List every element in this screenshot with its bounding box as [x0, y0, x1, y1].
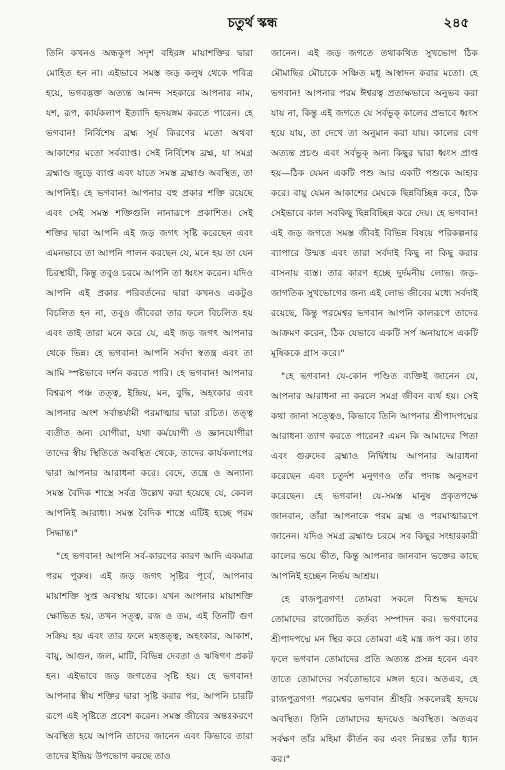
paragraph: তিনি কখনও অন্ধকূপ সদৃশ বহিরঙ্গ মায়াশক্তির দ্বারা মোহিত হন না। এইভাবে সমস্ত জড় কলুষ থেকে পবিত্র হয়ে, ভগবদ্ভক্ত অত্যন্ত আনন্দ সহকারে আপনার নাম, যশ, রূপ, কার্যকলাপ ইত্যাদি হৃদয়ঙ্গম করতে পারেন। হে ভগবান! নির্বিশেষ ব্রহ্ম সূর্য কিরণের মতো অথবা আকাশের মতো সর্বব্যাপ্ত। সেই নির্বিশেষ ব্রহ্ম, যা সমগ্র ব্রহ্মাণ্ড জুড়ে ব্যাপ্ত এবং যাতে সমস্ত ব্রহ্মাণ্ড অবস্থিত, তা আপনিই। হে ভগবান! আপনার বহু প্রকার শক্তি রয়েছে এবং সেই সমস্ত শক্তিগুলি নানারূপে প্রকাশিত। সেই শক্তির দ্বারা আপনি এই জড় জগৎ সৃষ্টি করেছেন এবং এমনভাবে তা আপনি পালন করছেন যে, মনে হয় তা যেন চিরস্থায়ী, কিন্তু তবুও চরমে আপনি তা ধ্বংস করেন। যদিও আপনি এই প্রকার পরিবর্তনের দ্বারা কখনও একটুও বিচলিত হন না, তবুও জীবেরা তার ফলে বিচলিত হয় এবং তাই তারা মনে করে যে, এই জড় জগৎ আপনার থেকে ভিন্ন। হে ভগবান! আপনি সর্বদা স্বতন্ত্র এবং তা আমি স্পষ্টভাবে দর্শন করতে পারি। হে ভগবান! আপনার বিশ্বরূপ পঞ্চ তত্ত্ব, ইন্দ্রিয়, মন, বুদ্ধি, অহংকার এবং আপনার অংশ সর্বান্তর্যামী পরমাত্মার দ্বারা রচিত। তত্ত্ব ব্যতীত অন্য যোগীরা, যথা কর্মযোগী ও জ্ঞানযোগীরা তাদের স্বীয় স্থিতিতে অবস্থিত থেকে, তাদের কার্যকলাপের দ্বারা আপনার আরাধনা করে। বেদে, তন্ত্রে ও অন্যান্য সমস্ত বৈদিক শাস্ত্রে সর্বত্র উল্লেখ করা হয়েছে যে, কেবল আপনিই আরাধ্য। সমস্ত বৈদিক শাস্ত্রে এটিই হচ্ছে পরম সিদ্ধান্ত।"	[46, 48, 253, 539]
page-number: ২৪৫	[443, 16, 469, 31]
page-header	[0, 14, 505, 36]
text-columns	[46, 44, 478, 765]
paragraph: জানেন। এই জড় জগতে তথাকথিত সুখভোগ ঠিক মৌমাছির মৌচাকে সঞ্চিত মধু আস্বাদন করার মতো। হে ভগবান! আপনার পরম ঈশ্বরত্ব প্রত্যক্ষভাবে অনুভব করা যায় না, কিন্তু এই জগতে যে সর্বভুক্ কালের প্রভাবে ধ্বংস হয়ে যায়, তা দেখে তা অনুমান করা যায়। কালের বেগ অত্যন্ত প্রচণ্ড এবং সর্বভুক্ অন্য কিছুর দ্বারা ধ্বংস প্রাপ্ত হয়—ঠিক যেমন একটি পশু আর একটি পশুকে আহার করে। বায়ু যেমন আকাশের মেঘকে ছিন্নবিচ্ছিন্ন করে, ঠিক সেইভাবে কাল সবকিছু ছিন্নবিচ্ছিন্ন করে দেয়। হে ভগবান! এই জড় জগতে সমস্ত জীবই বিভিন্ন বিষয়ে পরিকল্পনার ব্যাপারে উন্মত্ত এবং তারা সর্বদাই কিছু না কিছু করার বাসনায় ব্যস্ত। তার কারণ হচ্ছে দুর্দমনীয় লোভ। জড়-জাগতিক সুখভোগের জন্য এই লোভ জীবের মধ্যে সর্বদাই রয়েছে, কিন্তু পরমেশ্বর ভগবান আপনি কালরূপে তাদের আক্রমণ করেন, ঠিক যেভাবে একটি সর্প অনায়াসে একটি মূষিককে গ্রাস করে।"	[271, 48, 478, 359]
left-column	[46, 44, 253, 762]
paragraph: "হে ভগবান! আপনি সর্ব-কারণের কারণ আদি একমাত্র পরম পুরুষ। এই জড় জগৎ সৃষ্টির পূর্বে, আপনার মায়াশক্তি সুপ্ত অবস্থায় থাকে। যখন আপনার মায়াশক্তি ক্ষোভিত হয়, তখন সত্ত্ব, রজ ও তম, এই তিনটি গুণ সক্রিয় হয় এবং তার ফলে মহত্তত্ত্ব, অহংকার, আকাশ, বায়ু, আগুন, জল, মাটি, বিভিন্ন দেবতা ও ঋষিগণ প্রকট হন। এইভাবে জড় জগতের সৃষ্টি হয়। হে ভগবান! আপনার স্বীয় শক্তির দ্বারা সৃষ্টি করার পর, আপনি চারটি রূপে এই সৃষ্টিতে প্রবেশ করেন। সমস্ত জীবের অন্তঃকরণে অবস্থিত হয়ে আপনি তাদের জানেন এবং কিভাবে তারা তাদের ইন্দ্রিয় উপভোগ করছে তাও	[46, 551, 253, 762]
running-head: চতুর্থ স্কন্ধ	[227, 16, 278, 31]
paragraph: "হে ভগবান! যে-কোন পণ্ডিত ব্যক্তিই জানেন যে, আপনার আরাধনা না করলে সমগ্র জীবন ব্যর্থ হয়। সেই কথা জানা সত্ত্বেও, কিভাবে তিনি আপনার শ্রীপাদপদ্মের আরাধনা ত্যাগ করতে পারেন? এমন কি আমাদের পিতা এবং গুরুদেব ব্রহ্মাও নির্দ্বিধায় আপনার আরাধনা করেছেন এবং চতুর্দশ মনুগণও তাঁর পদাঙ্ক অনুসরণ করেছেন। হে ভগবান! যে-সমস্ত মানুষ প্রকৃতপক্ষে জানবান, তাঁরা আপনাকে পরম ব্রহ্ম ও পরমাত্মারূপে জানেন। যদিও সমগ্র ব্রহ্মাণ্ড চরমে সব কিছুর সংহারকারী কালের ভয়ে ভীত, কিন্তু আপনার জানবান ভক্তের কাছে আপনিই হচ্ছেন নির্ভয় আশ্রয়।	[271, 371, 478, 582]
paragraph: হে রাজপুত্রগণ! তোমরা সকলে বিশুদ্ধ হৃদয়ে তোমাদের রাজোচিত কর্তব্য সম্পাদন কর। ভগবানের শ্রীপাদপদ্মে মন স্থির করে তোমরা এই মন্ত্র জপ কর। তার ফলে ভগবান তোমাদের প্রতি অত্যন্ত প্রসন্ন হবেন এবং তাতে তোমাদের সর্বতোভাবে মঙ্গল হবে। অতএব, হে রাজপুত্রগণ! পরমেশ্বর ভগবান শ্রীহরি সকলেরই হৃদয়ে অবস্থিত। তিনি তোমাদের হৃদয়েও অবস্থিত। অতএব সর্বক্ষণ তাঁর মহিমা কীর্তন কর এবং নিরন্তর তাঁর ধ্যান কর।"	[271, 594, 478, 765]
right-column	[271, 44, 478, 765]
